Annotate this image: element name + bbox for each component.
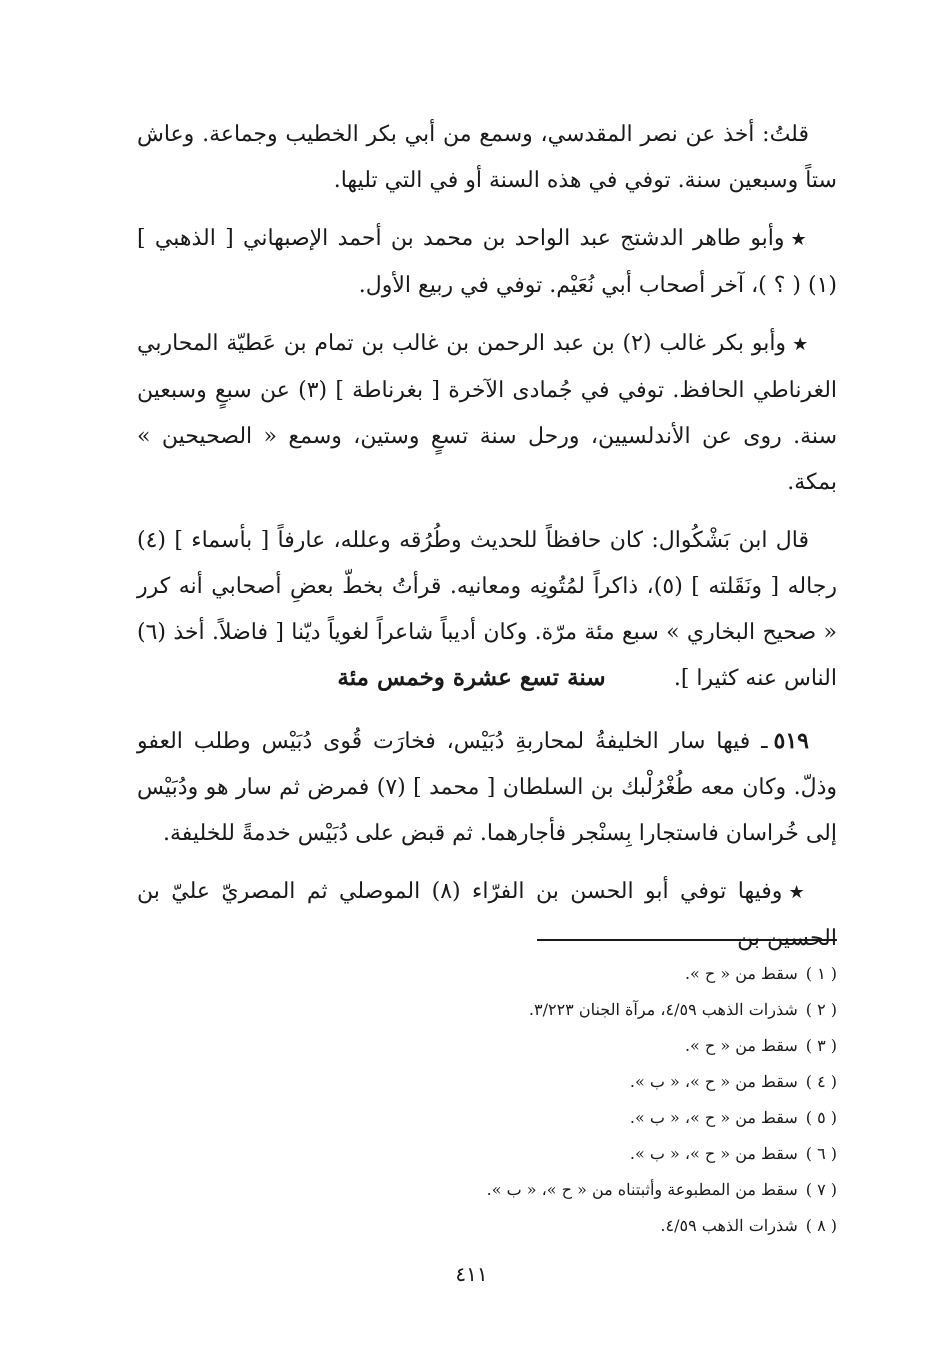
footnote-text: سقط من المطبوعة وأثبتناه من « ح »، « ب ».: [486, 1180, 798, 1199]
footnote: [137, 992, 837, 1028]
footnote: [137, 1172, 837, 1208]
footnote-text: شذرات الذهب ٤/٥٩، مرآة الجنان ٣/٢٢٣.: [528, 1000, 798, 1019]
entry-number: ٥١٩: [773, 728, 809, 754]
star-icon: ★: [788, 882, 809, 903]
paragraph: [137, 869, 837, 962]
main-text-top: [137, 112, 837, 714]
paragraph: [137, 216, 837, 309]
footnote-number: ( ٥ ): [805, 1108, 837, 1127]
footnote: [137, 1064, 837, 1100]
footnote-number: ( ٤ ): [805, 1072, 837, 1091]
page-number: ٤١١: [455, 1262, 488, 1286]
footnote-text: سقط من « ح »، « ب ».: [629, 1144, 798, 1163]
footnotes: [137, 956, 837, 1244]
footnote-divider: [537, 939, 837, 941]
footnote-text: سقط من « ح ».: [684, 1036, 798, 1055]
footnote-number: ( ٣ ): [805, 1036, 837, 1055]
paragraph-text: قلتُ: أخذ عن نصر المقدسي، وسمع من أبي بكر الخطيب وجماعة. وعاش ستاً وسبعين سنة. توفي في هذه السنة أو في التي تليها.: [137, 122, 837, 193]
footnote-number: ( ٦ ): [805, 1144, 837, 1163]
section-heading: سنة تسع عشرة وخمس مئة: [337, 664, 606, 691]
footnote: [137, 956, 837, 992]
star-icon: ★: [792, 334, 809, 355]
paragraph-text: وأبو طاهر الدشتج عبد الواحد بن محمد بن أحمد الإصبهاني [ الذهبي ] (١) ( ؟ )، آخر أصحاب أبي نُعَيْم. توفي في ربيع الأول.: [137, 226, 837, 298]
paragraph: [137, 321, 837, 506]
star-icon: ★: [790, 229, 809, 250]
paragraph-text: وأبو بكر غالب (٢) بن عبد الرحمن بن غالب بن تمام بن عَطيّة المحاربي الغرناطي الحافظ. توفي في جُمادى الآخرة [ بغرناطة ] (٣) عن سبعٍ وسبعين سنة. روى عن الأندلسيين، ورحل سنة تسعٍ وستين، وسمع « الصحيحين » بمكة.: [137, 331, 838, 495]
paragraph: [137, 718, 837, 857]
footnote-number: ( ٧ ): [805, 1180, 837, 1199]
footnote-number: ( ٨ ): [805, 1216, 837, 1235]
footnote: [137, 1028, 837, 1064]
footnote: [137, 1136, 837, 1172]
paragraph-text: قال ابن بَشْكُوال: كان حافظاً للحديث وطُرُقه وعلله، عارفاً [ بأسماء ] (٤) رجاله [ ونَقَلته ] (٥)، ذاكراً لمُتُونِه ومعانيه. قرأتُ بخطّ بعضِ أصحابي أنه كرر « صحيح البخاري » سبع مئة مرّة. وكان أديباً شاعراً لغوياً ديّنا [ فاضلاً. أخذ (٦) الناس عنه كثيرا ].: [137, 528, 838, 691]
paragraph-text: ـ فيها سار الخليفةُ لمحاربةِ دُبَيْس، فخارَت قُوى دُبَيْس وطلب العفو وذلّ. وكان معه طُغْرُلْبك بن السلطان [ محمد ] (٧) فمرض ثم سار هو ودُبَيْس إلى خُراسان فاستجارا بِسنْجر فأجارهما. ثم قبض على دُبَيْس خدمةً للخليفة.: [137, 729, 837, 846]
footnote-text: شذرات الذهب ٤/٥٩.: [660, 1216, 798, 1235]
footnote: [137, 1208, 837, 1244]
paragraph-text: وفيها توفي أبو الحسن بن الفرّاء (٨) الموصلي ثم المصريّ عليّ بن الحسين بن: [137, 879, 837, 951]
footnote-text: سقط من « ح »، « ب ».: [629, 1108, 798, 1127]
footnote-text: سقط من « ح »، « ب ».: [629, 1072, 798, 1091]
main-text-bottom: [137, 718, 837, 974]
paragraph: [137, 112, 837, 204]
footnote-number: ( ٢ ): [805, 1000, 837, 1019]
footnote-text: سقط من « ح ».: [684, 964, 798, 983]
footnote: [137, 1100, 837, 1136]
footnote-number: ( ١ ): [805, 964, 837, 983]
